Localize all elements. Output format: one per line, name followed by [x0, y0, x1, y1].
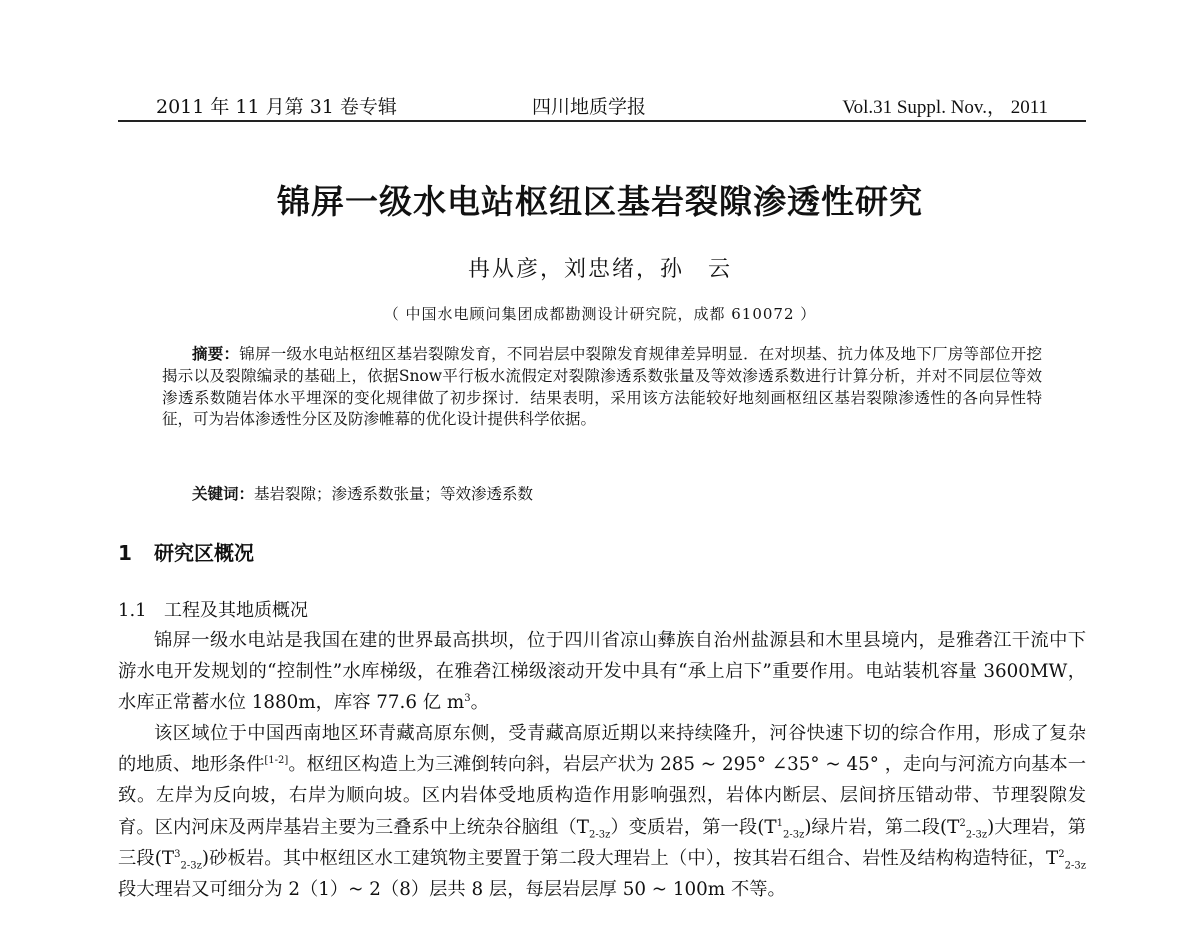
paragraph-2-text: 该区域位于中国西南地区环青藏高原东侧，受青藏高原近期以来持续隆升，河谷快速下切的综合作用，形成了复杂的地质、地形条件 [118, 723, 1086, 776]
paragraph-2 [118, 718, 1086, 905]
section-title: 研究区概况 [154, 541, 254, 565]
abstract-label: 摘要： [192, 345, 240, 363]
formation-superscript: 2 [1058, 848, 1065, 860]
paragraph-1-end: 。 [470, 692, 489, 714]
paragraph-1 [118, 625, 1086, 718]
citation-ref: [1-2] [264, 755, 289, 767]
header-issue: 2011 年 11 月第 31 卷专辑 [156, 96, 397, 118]
formation-subscript: 2-3z [1064, 860, 1087, 872]
subsection-heading [118, 596, 308, 622]
formation-subscript: 2-3z [965, 829, 988, 841]
subsection-number: 1.1 [118, 600, 147, 621]
paragraph-2-text: ）变质岩，第一段(T [610, 816, 777, 838]
paper-title: 锦屏一级水电站枢纽区基岩裂隙渗透性研究 [277, 182, 923, 221]
section-heading [118, 537, 254, 566]
formation-superscript: 2 [959, 817, 966, 829]
authors: 冉从彦，刘忠绪，孙 云 [467, 257, 732, 282]
paragraph-2-text: )大理岩，第三段(T [118, 816, 1086, 869]
affiliation: （ 中国水电顾问集团成都勘测设计研究院，成都 610072 ） [383, 305, 817, 323]
header-journal: 四川地质学报 [532, 96, 647, 118]
abstract [162, 344, 1042, 431]
cubic-superscript: 3 [464, 693, 471, 705]
paragraph-2-text: 。枢纽区构造上为三滩倒转向斜，岩层产状为 285 ~ 295° ∠35° ~ 45° ，走向与河流方向基本一致。左岸为反向坡，右岸为顺向坡。区内岩体受地质构造作用影响强烈，岩体内断层、层间挤压错动带、节理裂隙发育。区内河床及两岸基岩主要为三叠系中上统杂谷脑组（T [118, 754, 1086, 838]
paragraph-1-text: 锦屏一级水电站是我国在建的世界最高拱坝，位于四川省凉山彝族自治州盐源县和木里县境内，是雅砻江干流中下游水电开发规划的“控制性”水库梯级，在雅砻江梯级滚动开发中具有“承上启下”重要作用。电站装机容量 3600MW，水库正常蓄水位 1880m，库容 77.6 亿 m [118, 630, 1086, 714]
subsection-title: 工程及其地质概况 [164, 600, 308, 621]
keywords-text: 基岩裂隙；渗透系数张量；等效渗透系数 [254, 485, 534, 503]
running-header [118, 90, 1086, 122]
keywords-label: 关键词： [192, 485, 255, 503]
paragraph-2-text: 段大理岩又可细分为 2（1）~ 2（8）层共 8 层，每层岩层厚 50 ~ 100m 不等。 [118, 878, 786, 900]
formation-subscript: 2-3z [589, 829, 611, 841]
formation-subscript: 2-3z [782, 829, 805, 841]
header-volume: Vol.31 Suppl. Nov.， 2011 [842, 97, 1048, 118]
body-text [118, 625, 1086, 905]
paragraph-2-text: )绿片岩，第二段(T [804, 816, 960, 838]
abstract-text: 锦屏一级水电站枢纽区基岩裂隙发育，不同岩层中裂隙发育规律差异明显．在对坝基、抗力体及地下厂房等部位开挖揭示以及裂隙编录的基础上，依据Snow平行板水流假定对裂隙渗透系数张量及等效渗透系数进行计算分析，并对不同层位等效渗透系数随岩体水平埋深的变化规律做了初步探讨．结果表明，采用该方法能较好地刻画枢纽区基岩裂隙渗透性的各向异性特征，可为岩体渗透性分区及防渗帷幕的优化设计提供科学依据。 [162, 345, 1042, 429]
formation-superscript: 1 [776, 817, 783, 829]
section-number: 1 [118, 541, 132, 565]
formation-subscript: 2-3z [180, 860, 202, 872]
keywords [192, 482, 1042, 504]
formation-superscript: 3 [174, 848, 181, 860]
paragraph-2-text: )砂板岩。其中枢纽区水工建筑物主要置于第二段大理岩上（中），按其岩石组合、岩性及结构构造特征，T [201, 847, 1059, 869]
